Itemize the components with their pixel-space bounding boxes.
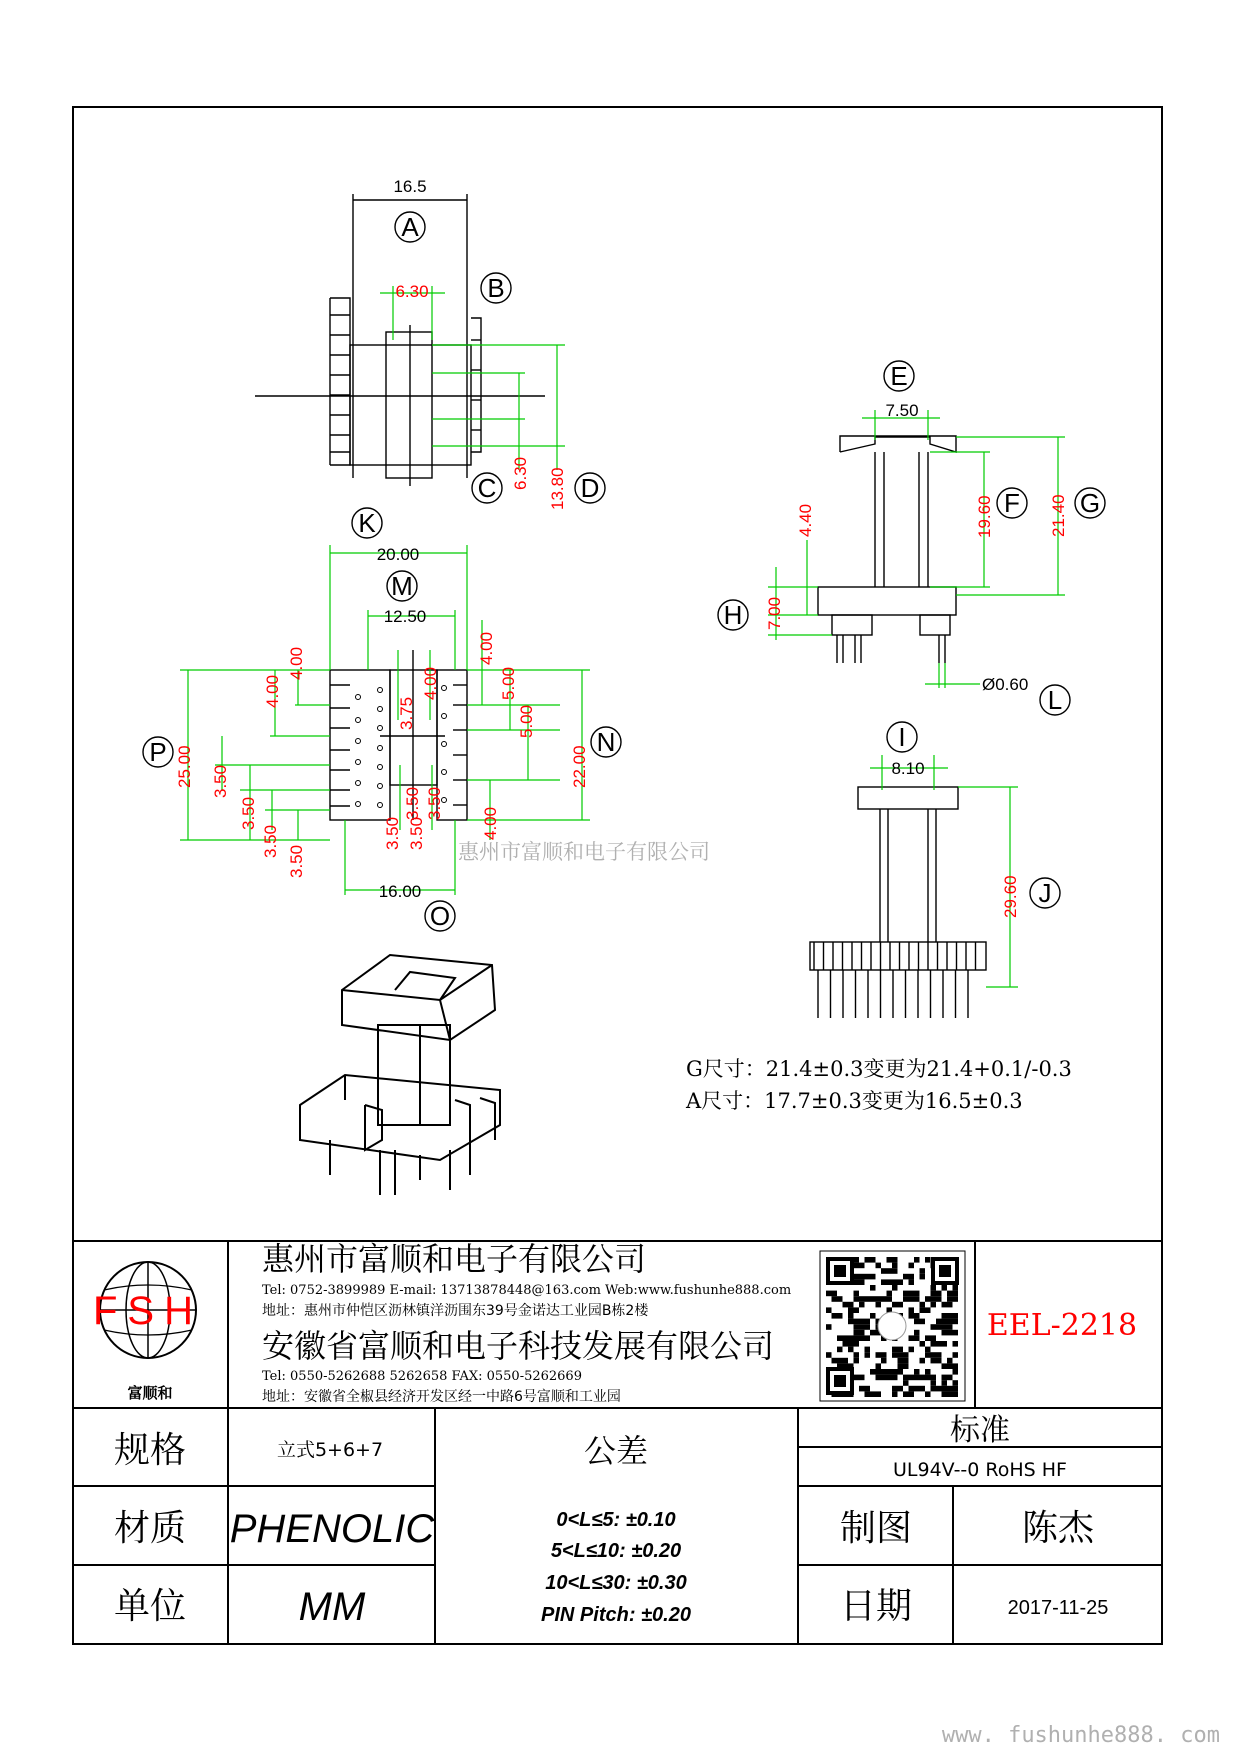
callout-n: N — [596, 727, 616, 757]
callout-b: B — [487, 273, 505, 303]
dim-e-width: 7.50 — [885, 401, 919, 420]
note-g: G尺寸：21.4±0.3变更为21.4+0.1/-0.3 — [686, 1057, 1072, 1081]
company-address-1: 地址：惠州市仲恺区沥林镇洋沥围东39号金诺达工业园B栋2楼 — [262, 1303, 649, 1319]
dim-i-width: 8.10 — [891, 759, 925, 778]
dim-c-height: 6.30 — [511, 456, 530, 490]
dim-j-height: 29.60 — [1001, 875, 1020, 918]
drawn-by-value: 陈杰 — [1021, 1508, 1095, 1549]
spec-label: 规格 — [113, 1430, 187, 1471]
dim-m-width: 12.50 — [383, 607, 427, 626]
title-block — [73, 1240, 1162, 1408]
dim-center-350d: 3.50 — [403, 786, 422, 820]
company-contact-1: Tel: 0752-3899989 E-mail: 13713878448@163.com Web:www.fushunhe888.com — [262, 1283, 792, 1298]
watermark-center: 惠州市富顺和电子有限公司 — [458, 840, 710, 864]
date-value: 2017-11-25 — [1007, 1597, 1109, 1619]
dim-center-400: 4.00 — [421, 666, 440, 700]
dim-center-375: 3.75 — [397, 696, 416, 730]
callout-o: O — [429, 901, 451, 931]
unit-value: MM — [298, 1585, 366, 1629]
logo-caption: 富顺和 — [127, 1384, 173, 1402]
drawn-by-label: 制图 — [839, 1508, 913, 1549]
callout-i: I — [898, 722, 906, 752]
callout-d: D — [580, 473, 600, 503]
tolerance-3: 10<L≤30: ±0.30 — [545, 1572, 687, 1594]
callout-c: C — [477, 473, 497, 503]
callout-f: F — [1004, 488, 1020, 518]
side-view — [718, 361, 1105, 715]
tolerance-1: 0<L≤5: ±0.10 — [556, 1509, 676, 1531]
dim-a-width: 16.5 — [393, 177, 427, 196]
dim-center-350c: 3.50 — [425, 786, 444, 820]
dim-d-height: 13.80 — [548, 467, 567, 510]
top-view — [255, 177, 605, 510]
dim-h-base: 7.00 — [765, 596, 784, 630]
standard-value: UL94V--0 RoHS HF — [893, 1459, 1067, 1481]
company-logo — [93, 1262, 203, 1402]
bottom-view — [143, 508, 621, 931]
dim-l-pin: Ø0.60 — [982, 675, 1029, 694]
part-number: EEL-2218 — [986, 1308, 1138, 1343]
dim-right-4a: 4.00 — [477, 631, 496, 665]
material-label: 材质 — [113, 1508, 187, 1549]
company-name-2: 安徽省富顺和电子科技发展有限公司 — [262, 1327, 775, 1365]
company-name-1: 惠州市富顺和电子有限公司 — [262, 1240, 647, 1278]
tolerance-label: 公差 — [583, 1432, 649, 1470]
dim-right-5b: 5.00 — [517, 704, 536, 738]
dim-b-slot: 6.30 — [395, 282, 429, 301]
dim-center-350a: 3.50 — [383, 816, 402, 850]
callout-j: J — [1038, 878, 1052, 908]
dim-left-35-0: 3.50 — [211, 764, 230, 798]
dim-left-35-3: 3.50 — [287, 844, 306, 878]
callout-p: P — [149, 737, 167, 767]
dim-k-width: 20.00 — [376, 545, 420, 564]
spec-value: 立式5+6+7 — [276, 1439, 384, 1461]
unit-label: 单位 — [113, 1586, 187, 1627]
callout-e: E — [890, 361, 908, 391]
dim-center-350b: 3.50 — [407, 816, 426, 850]
callout-g: G — [1079, 488, 1101, 518]
front-view — [810, 722, 1060, 1018]
dim-f-height: 19.60 — [975, 495, 994, 538]
dim-left-35-2: 3.50 — [261, 824, 280, 858]
note-a: A尺寸：17.7±0.3变更为16.5±0.3 — [686, 1089, 1023, 1113]
callout-h: H — [723, 600, 743, 630]
isometric-view — [300, 955, 500, 1195]
spec-table — [73, 1408, 1162, 1644]
dim-left-35-1: 3.50 — [239, 796, 258, 830]
callout-l: L — [1047, 685, 1063, 715]
date-label: 日期 — [839, 1586, 913, 1627]
callout-k: K — [358, 508, 376, 538]
logo-text: FSH — [93, 1289, 203, 1333]
dim-p-height: 25.00 — [175, 745, 194, 788]
material-value: PHENOLIC — [229, 1507, 435, 1551]
standard-label: 标准 — [950, 1413, 1010, 1448]
callout-m: M — [391, 571, 413, 601]
dim-o-width: 16.00 — [378, 882, 422, 901]
callout-a: A — [401, 212, 419, 242]
dim-h-upper: 4.40 — [796, 503, 815, 537]
tolerance-4: PIN Pitch: ±0.20 — [541, 1604, 691, 1626]
dim-right-5a: 5.00 — [499, 666, 518, 700]
dim-left-4a: 4.00 — [263, 674, 282, 708]
dim-g-height: 21.40 — [1049, 494, 1068, 537]
company-address-2: 地址：安徽省全椒县经济开发区经一中路6号富顺和工业园 — [262, 1389, 621, 1405]
qr-code — [820, 1251, 965, 1401]
dim-left-4b: 4.00 — [287, 646, 306, 680]
footer-watermark: www. fushunhe888. com — [941, 1723, 1220, 1748]
dim-right-4b: 4.00 — [481, 806, 500, 840]
dim-n-height: 22.00 — [570, 745, 589, 788]
tolerance-2: 5<L≤10: ±0.20 — [550, 1540, 682, 1562]
company-contact-2: Tel: 0550-5262688 5262658 FAX: 0550-5262669 — [262, 1369, 582, 1384]
